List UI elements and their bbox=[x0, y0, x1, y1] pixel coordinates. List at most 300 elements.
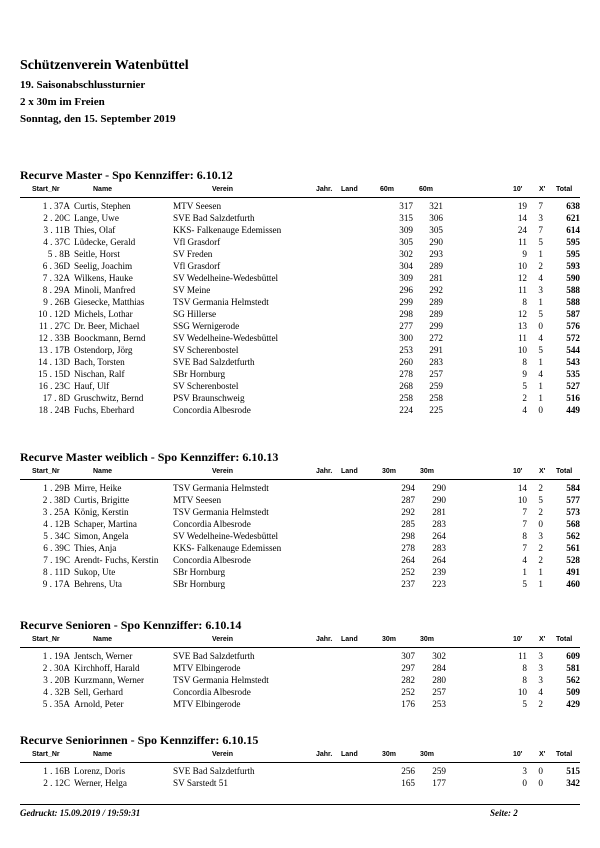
column-header-year: Jahr. bbox=[316, 751, 333, 758]
x-count: 4 bbox=[538, 333, 543, 343]
club-name: PSV Braunschweig bbox=[173, 393, 245, 403]
club-name: SVE Bad Salzdetfurth bbox=[173, 357, 255, 367]
event-date: Sonntag, den 15. September 2019 bbox=[20, 113, 176, 125]
club-name: SVE Bad Salzdetfurth bbox=[173, 213, 255, 223]
start-number: 1 . 37A bbox=[42, 201, 70, 211]
score-round-2: 305 bbox=[429, 225, 443, 235]
table-row bbox=[0, 578, 600, 590]
x-count: 2 bbox=[538, 261, 543, 271]
score-round-2: 225 bbox=[429, 405, 443, 415]
tens-count: 24 bbox=[517, 225, 527, 235]
club-name: SG Hillerse bbox=[173, 309, 217, 319]
column-header-club: Verein bbox=[212, 751, 234, 758]
table-row bbox=[0, 224, 600, 236]
table-row bbox=[0, 344, 600, 356]
start-number: 13 . 17B bbox=[38, 345, 70, 355]
x-count: 4 bbox=[538, 369, 543, 379]
score-round-1: 258 bbox=[399, 393, 413, 403]
tens-count: 7 bbox=[522, 519, 527, 529]
start-number: 17 . 8D bbox=[42, 393, 70, 403]
score-round-2: 291 bbox=[429, 345, 443, 355]
score-round-2: 284 bbox=[432, 663, 446, 673]
score-round-2: 239 bbox=[432, 567, 446, 577]
total-score: 587 bbox=[566, 309, 580, 319]
x-count: 5 bbox=[538, 309, 543, 319]
column-header-country: Land bbox=[341, 186, 358, 193]
x-count: 4 bbox=[538, 273, 543, 283]
start-number: 8 . 11D bbox=[43, 567, 70, 577]
tens-count: 8 bbox=[522, 531, 527, 541]
archer-name: Mirre, Heike bbox=[74, 483, 122, 493]
tens-count: 14 bbox=[517, 483, 527, 493]
start-number: 2 . 38D bbox=[42, 495, 70, 505]
archer-name: Boockmann, Bernd bbox=[74, 333, 146, 343]
column-header-d2: 30m bbox=[420, 751, 435, 758]
score-round-1: 307 bbox=[401, 651, 415, 661]
club-name: SSG Wernigerode bbox=[173, 321, 240, 331]
column-header-name: Name bbox=[93, 636, 113, 643]
table-row bbox=[0, 368, 600, 380]
tens-count: 8 bbox=[522, 297, 527, 307]
column-header-tens: 10' bbox=[513, 186, 523, 193]
archer-name: Schaper, Martina bbox=[74, 519, 137, 529]
score-round-2: 177 bbox=[432, 778, 446, 788]
score-round-2: 257 bbox=[432, 687, 446, 697]
score-round-1: 277 bbox=[399, 321, 413, 331]
column-header-start-nr: Start_Nr bbox=[32, 186, 60, 193]
x-count: 3 bbox=[538, 531, 543, 541]
table-row bbox=[0, 494, 600, 506]
x-count: 1 bbox=[538, 297, 543, 307]
archer-name: Seitle, Horst bbox=[74, 249, 120, 259]
table-row bbox=[0, 506, 600, 518]
score-round-2: 289 bbox=[429, 261, 443, 271]
total-score: 614 bbox=[566, 225, 580, 235]
tens-count: 10 bbox=[517, 495, 527, 505]
tens-count: 1 bbox=[522, 567, 527, 577]
club-title: Schützenverein Watenbüttel bbox=[20, 58, 189, 73]
start-number: 4 . 12B bbox=[43, 519, 70, 529]
score-round-2: 290 bbox=[432, 483, 446, 493]
club-name: TSV Germania Helmstedt bbox=[173, 675, 269, 685]
score-round-2: 281 bbox=[429, 273, 443, 283]
total-score: 527 bbox=[566, 381, 580, 391]
column-header-tens: 10' bbox=[513, 468, 523, 475]
score-round-1: 297 bbox=[401, 663, 415, 673]
start-number: 7 . 32A bbox=[42, 273, 70, 283]
column-header-x: X' bbox=[539, 636, 546, 643]
table-row bbox=[0, 698, 600, 710]
x-count: 0 bbox=[538, 766, 543, 776]
column-header-club: Verein bbox=[212, 186, 234, 193]
score-round-1: 165 bbox=[401, 778, 415, 788]
tens-count: 14 bbox=[517, 213, 527, 223]
column-header-d1: 60m bbox=[380, 186, 395, 193]
club-name: SV Sarstedt 51 bbox=[173, 778, 228, 788]
column-header-start-nr: Start_Nr bbox=[32, 751, 60, 758]
score-round-2: 281 bbox=[432, 507, 446, 517]
section-title: Recurve Master weiblich - Spo Kennziffer: 6.10.13 bbox=[20, 450, 279, 464]
score-round-2: 306 bbox=[429, 213, 443, 223]
start-number: 9 . 17A bbox=[42, 579, 70, 589]
club-name: SV Wedelheine-Wedesbüttel bbox=[173, 273, 279, 283]
club-name: Concordia Albesrode bbox=[173, 555, 251, 565]
club-name: TSV Germania Helmstedt bbox=[173, 483, 269, 493]
x-count: 5 bbox=[538, 495, 543, 505]
table-row bbox=[0, 765, 600, 777]
score-round-2: 283 bbox=[432, 519, 446, 529]
column-header-d1: 30m bbox=[382, 468, 397, 475]
x-count: 1 bbox=[538, 393, 543, 403]
club-name: Concordia Albesrode bbox=[173, 687, 251, 697]
archer-name: Gruschwitz, Bernd bbox=[74, 393, 144, 403]
tens-count: 5 bbox=[522, 579, 527, 589]
table-row bbox=[0, 320, 600, 332]
total-score: 590 bbox=[566, 273, 580, 283]
column-header-start-nr: Start_Nr bbox=[32, 468, 60, 475]
column-header-club: Verein bbox=[212, 636, 234, 643]
start-number: 3 . 25A bbox=[42, 507, 70, 517]
x-count: 3 bbox=[538, 213, 543, 223]
score-round-1: 309 bbox=[399, 273, 413, 283]
archer-name: Thies, Anja bbox=[74, 543, 117, 553]
table-row bbox=[0, 392, 600, 404]
archer-name: König, Kerstin bbox=[74, 507, 129, 517]
club-name: SVE Bad Salzdetfurth bbox=[173, 651, 255, 661]
x-count: 7 bbox=[538, 201, 543, 211]
column-header-tens: 10' bbox=[513, 751, 523, 758]
score-round-2: 280 bbox=[432, 675, 446, 685]
column-header-country: Land bbox=[341, 468, 358, 475]
column-header-total: Total bbox=[556, 751, 573, 758]
score-round-2: 223 bbox=[432, 579, 446, 589]
archer-name: Dr. Beer, Michael bbox=[74, 321, 140, 331]
score-round-2: 292 bbox=[429, 285, 443, 295]
total-score: 460 bbox=[566, 579, 580, 589]
column-header-club: Verein bbox=[212, 468, 234, 475]
score-round-1: 256 bbox=[401, 766, 415, 776]
score-round-1: 299 bbox=[399, 297, 413, 307]
start-number: 6 . 39C bbox=[43, 543, 70, 553]
total-score: 568 bbox=[566, 519, 580, 529]
tens-count: 11 bbox=[518, 651, 527, 661]
table-row bbox=[0, 380, 600, 392]
start-number: 14 . 13D bbox=[38, 357, 70, 367]
club-name: SBr Hornburg bbox=[173, 579, 226, 589]
page-number: Seite: 2 bbox=[490, 808, 518, 818]
club-name: MTV Elbingerode bbox=[173, 663, 241, 673]
total-score: 449 bbox=[566, 405, 580, 415]
club-name: SBr Hornburg bbox=[173, 369, 226, 379]
club-name: TSV Germania Helmstedt bbox=[173, 507, 269, 517]
tens-count: 7 bbox=[522, 543, 527, 553]
start-number: 1 . 29B bbox=[43, 483, 70, 493]
start-number: 1 . 16B bbox=[43, 766, 70, 776]
archer-name: Lüdecke, Gerald bbox=[74, 237, 136, 247]
archer-name: Hauf, Ulf bbox=[74, 381, 110, 391]
x-count: 4 bbox=[538, 687, 543, 697]
tens-count: 10 bbox=[517, 345, 527, 355]
total-score: 515 bbox=[566, 766, 580, 776]
tens-count: 0 bbox=[522, 778, 527, 788]
score-round-2: 253 bbox=[432, 699, 446, 709]
tens-count: 8 bbox=[522, 675, 527, 685]
club-name: SV Scherenbostel bbox=[173, 345, 239, 355]
total-score: 584 bbox=[566, 483, 580, 493]
archer-name: Kirchhoff, Harald bbox=[74, 663, 140, 673]
total-score: 576 bbox=[566, 321, 580, 331]
score-round-2: 321 bbox=[429, 201, 443, 211]
score-round-2: 290 bbox=[429, 237, 443, 247]
club-name: TSV Germania Helmstedt bbox=[173, 297, 269, 307]
tens-count: 8 bbox=[522, 357, 527, 367]
total-score: 577 bbox=[566, 495, 580, 505]
start-number: 5 . 35A bbox=[42, 699, 70, 709]
column-header bbox=[20, 634, 580, 648]
archer-name: Giesecke, Matthias bbox=[74, 297, 145, 307]
score-round-2: 272 bbox=[429, 333, 443, 343]
tens-count: 11 bbox=[518, 333, 527, 343]
archer-name: Michels, Lothar bbox=[74, 309, 133, 319]
score-round-2: 289 bbox=[429, 297, 443, 307]
x-count: 2 bbox=[538, 699, 543, 709]
x-count: 0 bbox=[538, 405, 543, 415]
x-count: 2 bbox=[538, 507, 543, 517]
column-header bbox=[20, 466, 580, 480]
column-header-x: X' bbox=[539, 186, 546, 193]
x-count: 0 bbox=[538, 321, 543, 331]
start-number: 5 . 34C bbox=[43, 531, 70, 541]
table-row bbox=[0, 272, 600, 284]
total-score: 544 bbox=[566, 345, 580, 355]
table-row bbox=[0, 248, 600, 260]
column-header bbox=[20, 749, 580, 763]
column-header-total: Total bbox=[556, 186, 573, 193]
score-round-1: 298 bbox=[399, 309, 413, 319]
tournament-title: 19. Saisonabschlussturnier bbox=[20, 79, 146, 91]
total-score: 528 bbox=[566, 555, 580, 565]
start-number: 12 . 33B bbox=[38, 333, 70, 343]
x-count: 7 bbox=[538, 225, 543, 235]
total-score: 621 bbox=[566, 213, 580, 223]
score-round-2: 257 bbox=[429, 369, 443, 379]
x-count: 1 bbox=[538, 357, 543, 367]
table-row bbox=[0, 356, 600, 368]
archer-name: Bach, Torsten bbox=[74, 357, 125, 367]
total-score: 638 bbox=[566, 201, 580, 211]
column-header-country: Land bbox=[341, 751, 358, 758]
archer-name: Nischan, Ralf bbox=[74, 369, 125, 379]
start-number: 11 . 27C bbox=[38, 321, 70, 331]
tens-count: 4 bbox=[522, 555, 527, 565]
tens-count: 4 bbox=[522, 405, 527, 415]
x-count: 2 bbox=[538, 543, 543, 553]
tens-count: 19 bbox=[517, 201, 527, 211]
total-score: 588 bbox=[566, 297, 580, 307]
column-header-tens: 10' bbox=[513, 636, 523, 643]
tens-count: 9 bbox=[522, 249, 527, 259]
start-number: 3 . 20B bbox=[43, 675, 70, 685]
club-name: SVE Bad Salzdetfurth bbox=[173, 766, 255, 776]
club-name: Concordia Albesrode bbox=[173, 405, 251, 415]
start-number: 3 . 11B bbox=[43, 225, 70, 235]
score-round-1: 237 bbox=[401, 579, 415, 589]
score-round-1: 252 bbox=[401, 567, 415, 577]
x-count: 3 bbox=[538, 663, 543, 673]
table-row bbox=[0, 236, 600, 248]
total-score: 491 bbox=[566, 567, 580, 577]
x-count: 0 bbox=[538, 778, 543, 788]
x-count: 5 bbox=[538, 345, 543, 355]
club-name: KKS- Falkenauge Edemissen bbox=[173, 543, 282, 553]
club-name: MTV Elbingerode bbox=[173, 699, 241, 709]
total-score: 595 bbox=[566, 237, 580, 247]
club-name: Vfl Grasdorf bbox=[173, 261, 221, 271]
start-number: 5 . 8B bbox=[47, 249, 70, 259]
score-round-1: 317 bbox=[399, 201, 413, 211]
start-number: 18 . 24B bbox=[38, 405, 70, 415]
column-header-d2: 30m bbox=[420, 636, 435, 643]
column-header-d1: 30m bbox=[382, 751, 397, 758]
club-name: Concordia Albesrode bbox=[173, 519, 251, 529]
archer-name: Curtis, Brigitte bbox=[74, 495, 130, 505]
score-round-1: 260 bbox=[399, 357, 413, 367]
score-round-1: 176 bbox=[401, 699, 415, 709]
archer-name: Fuchs, Eberhard bbox=[74, 405, 135, 415]
column-header-total: Total bbox=[556, 636, 573, 643]
start-number: 10 . 12D bbox=[38, 309, 70, 319]
score-round-1: 298 bbox=[401, 531, 415, 541]
table-row bbox=[0, 260, 600, 272]
section-title: Recurve Seniorinnen - Spo Kennziffer: 6.10.15 bbox=[20, 733, 259, 747]
table-row bbox=[0, 686, 600, 698]
column-header-year: Jahr. bbox=[316, 468, 333, 475]
column-header-name: Name bbox=[93, 751, 113, 758]
archer-name: Thies, Olaf bbox=[74, 225, 116, 235]
score-round-1: 294 bbox=[401, 483, 415, 493]
x-count: 1 bbox=[538, 249, 543, 259]
x-count: 1 bbox=[538, 381, 543, 391]
x-count: 1 bbox=[538, 579, 543, 589]
archer-name: Werner, Helga bbox=[74, 778, 127, 788]
score-round-1: 278 bbox=[399, 369, 413, 379]
score-round-2: 293 bbox=[429, 249, 443, 259]
score-round-2: 283 bbox=[429, 357, 443, 367]
archer-name: Kurzmann, Werner bbox=[74, 675, 145, 685]
x-count: 5 bbox=[538, 237, 543, 247]
score-round-1: 304 bbox=[399, 261, 413, 271]
start-number: 7 . 19C bbox=[43, 555, 70, 565]
score-round-1: 305 bbox=[399, 237, 413, 247]
tens-count: 10 bbox=[517, 687, 527, 697]
tens-count: 12 bbox=[517, 309, 527, 319]
column-header-year: Jahr. bbox=[316, 636, 333, 643]
score-round-2: 259 bbox=[432, 766, 446, 776]
table-row bbox=[0, 284, 600, 296]
club-name: SV Wedelheine-Wedesbüttel bbox=[173, 333, 279, 343]
column-header-d2: 30m bbox=[420, 468, 435, 475]
table-row bbox=[0, 200, 600, 212]
archer-name: Wilkens, Hauke bbox=[74, 273, 133, 283]
column-header-start-nr: Start_Nr bbox=[32, 636, 60, 643]
x-count: 3 bbox=[538, 285, 543, 295]
column-header-year: Jahr. bbox=[316, 186, 333, 193]
start-number: 16 . 23C bbox=[38, 381, 70, 391]
archer-name: Ostendorp, Jörg bbox=[74, 345, 133, 355]
column-header-d1: 30m bbox=[382, 636, 397, 643]
total-score: 588 bbox=[566, 285, 580, 295]
distance-info: 2 x 30m im Freien bbox=[20, 96, 105, 108]
tens-count: 13 bbox=[517, 321, 527, 331]
score-round-1: 285 bbox=[401, 519, 415, 529]
section-title: Recurve Master - Spo Kennziffer: 6.10.12 bbox=[20, 168, 233, 182]
archer-name: Arnold, Peter bbox=[74, 699, 124, 709]
table-row bbox=[0, 518, 600, 530]
tens-count: 5 bbox=[522, 699, 527, 709]
archer-name: Lorenz, Doris bbox=[74, 766, 126, 776]
club-name: SV Meine bbox=[173, 285, 211, 295]
tens-count: 12 bbox=[517, 273, 527, 283]
column-header bbox=[20, 184, 580, 198]
table-row bbox=[0, 212, 600, 224]
archer-name: Arendt- Fuchs, Kerstin bbox=[74, 555, 159, 565]
archer-name: Seelig, Joachim bbox=[74, 261, 133, 271]
club-name: MTV Seesen bbox=[173, 495, 222, 505]
score-round-2: 302 bbox=[432, 651, 446, 661]
column-header-x: X' bbox=[539, 751, 546, 758]
score-round-2: 259 bbox=[429, 381, 443, 391]
table-row bbox=[0, 308, 600, 320]
x-count: 2 bbox=[538, 555, 543, 565]
score-round-2: 289 bbox=[429, 309, 443, 319]
start-number: 15 . 15D bbox=[38, 369, 70, 379]
score-round-2: 264 bbox=[432, 531, 446, 541]
start-number: 2 . 12C bbox=[43, 778, 70, 788]
archer-name: Lange, Uwe bbox=[74, 213, 119, 223]
score-round-1: 282 bbox=[401, 675, 415, 685]
tens-count: 11 bbox=[518, 285, 527, 295]
column-header-total: Total bbox=[556, 468, 573, 475]
x-count: 3 bbox=[538, 651, 543, 661]
score-round-2: 290 bbox=[432, 495, 446, 505]
column-header-name: Name bbox=[93, 186, 113, 193]
table-row bbox=[0, 542, 600, 554]
archer-name: Jentsch, Werner bbox=[74, 651, 133, 661]
tens-count: 5 bbox=[522, 381, 527, 391]
start-number: 8 . 29A bbox=[42, 285, 70, 295]
total-score: 595 bbox=[566, 249, 580, 259]
total-score: 543 bbox=[566, 357, 580, 367]
start-number: 2 . 30A bbox=[42, 663, 70, 673]
score-round-1: 252 bbox=[401, 687, 415, 697]
score-round-2: 299 bbox=[429, 321, 443, 331]
club-name: SV Freden bbox=[173, 249, 213, 259]
x-count: 2 bbox=[538, 483, 543, 493]
total-score: 573 bbox=[566, 507, 580, 517]
score-round-2: 283 bbox=[432, 543, 446, 553]
table-row bbox=[0, 650, 600, 662]
score-round-1: 253 bbox=[399, 345, 413, 355]
table-row bbox=[0, 777, 600, 789]
start-number: 4 . 32B bbox=[43, 687, 70, 697]
archer-name: Sukop, Ute bbox=[74, 567, 116, 577]
score-round-1: 309 bbox=[399, 225, 413, 235]
tens-count: 7 bbox=[522, 507, 527, 517]
start-number: 1 . 19A bbox=[42, 651, 70, 661]
total-score: 561 bbox=[566, 543, 580, 553]
table-row bbox=[0, 566, 600, 578]
start-number: 4 . 37C bbox=[43, 237, 70, 247]
